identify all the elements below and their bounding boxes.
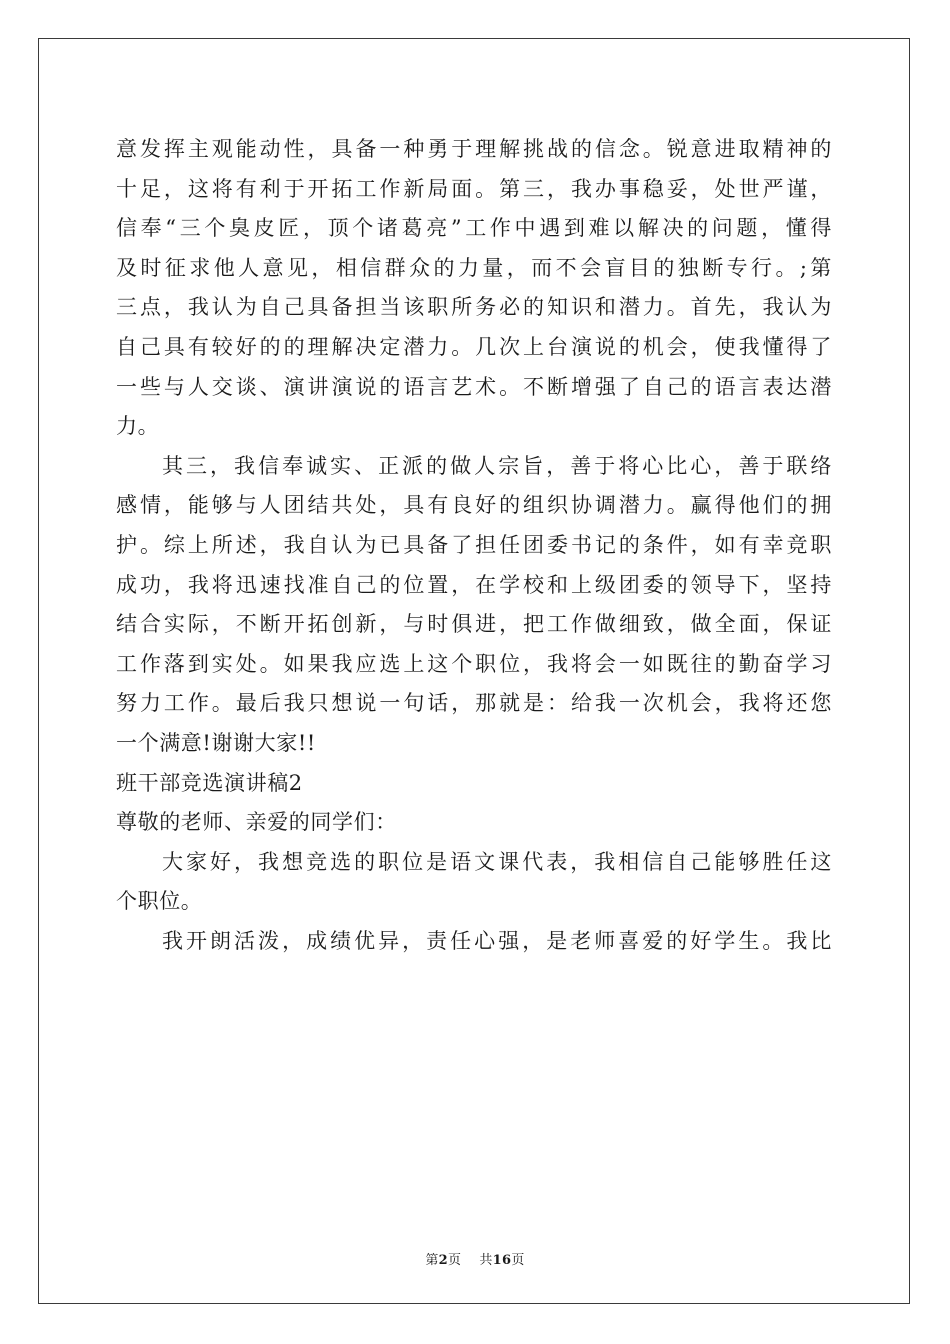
text-line: 尊敬的老师、亲爱的同学们：	[116, 810, 397, 835]
text-line: 十足，这将有利于开拓工作新局面。第三，我办事稳妥，处世严谨，	[116, 176, 832, 201]
page-suffix: 页	[448, 1253, 462, 1268]
text-line: 其三，我信奉诚实、正派的做人宗旨，善于将心比心，善于联络	[162, 453, 832, 478]
text-line: 及时征求他人意见，相信群众的力量，而不会盲目的独断专行。;第	[116, 255, 832, 280]
text-line: 努力工作。最后我只想说一句话，那就是：给我一次机会，我将还您	[116, 691, 832, 716]
text-line: 一些与人交谈、演讲演说的语言艺术。不断增强了自己的语言表达潜	[116, 374, 832, 399]
document-body	[116, 130, 832, 961]
text-line: 班干部竞选演讲稿2	[116, 770, 303, 795]
text-line: 感情，能够与人团结共处，具有良好的组织协调潜力。赢得他们的拥	[116, 493, 832, 518]
page-footer	[0, 1249, 950, 1268]
page-prefix: 第	[425, 1253, 439, 1268]
text-line: 三点，我认为自己具备担当该职所务必的知识和潜力。首先，我认为	[116, 295, 832, 320]
text-line: 一个满意!谢谢大家!!	[116, 730, 316, 755]
text-line: 信奉“三个臭皮匠，顶个诸葛亮”工作中遇到难以解决的问题，懂得	[116, 216, 832, 241]
page-number: 2	[438, 1253, 449, 1268]
text-line: 力。	[116, 414, 160, 439]
text-line: 成功，我将迅速找准自己的位置，在学校和上级团委的领导下，坚持	[116, 572, 832, 597]
text-line: 自己具有较好的的理解决定潜力。几次上台演说的机会，使我懂得了	[116, 334, 832, 359]
text-line: 意发挥主观能动性，具备一种勇于理解挑战的信念。锐意进取精神的	[116, 137, 832, 161]
text-line: 大家好，我想竞选的职位是语文课代表，我相信自己能够胜任这	[162, 849, 832, 874]
text-line: 护。综上所述，我自认为已具备了担任团委书记的条件，如有幸竞职	[116, 532, 832, 557]
total-prefix: 共	[479, 1253, 493, 1268]
text-line: 工作落到实处。如果我应选上这个职位，我将会一如既往的勤奋学习	[116, 651, 832, 676]
text-line: 个职位。	[116, 889, 203, 914]
total-suffix: 页	[511, 1253, 525, 1268]
text-line: 结合实际，不断开拓创新，与时俱进，把工作做细致，做全面，保证	[116, 612, 832, 637]
text-line: 我开朗活泼，成绩优异，责任心强，是老师喜爱的好学生。我比	[162, 928, 832, 953]
total-pages: 16	[492, 1253, 512, 1268]
